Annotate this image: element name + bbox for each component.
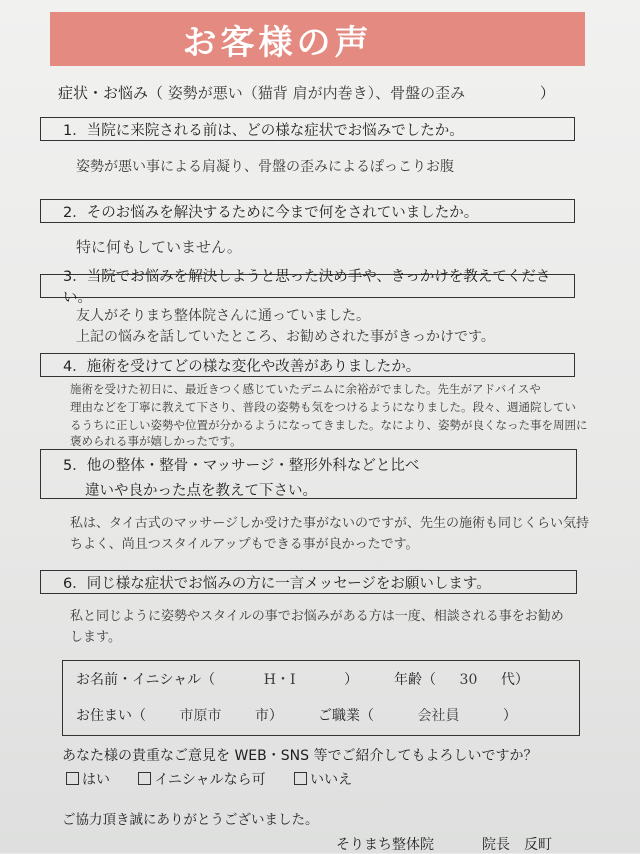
symptoms-value: 姿勢が悪い（猫背 肩が内巻き）、骨盤の歪み (167, 84, 466, 102)
address-value: 市原市 (179, 708, 222, 724)
consent-option-yes[interactable]: はい (66, 769, 110, 789)
answer-3-line-2: 上記の悩みを話していたところ、お勧めされた事がきっかけです。 (76, 329, 495, 345)
age-label: 年齢（ (394, 672, 436, 688)
answer-6-line-2: します。 (70, 630, 121, 645)
answer-4-line-3: るうちに正しい姿勢や位置が分かるようになってきました。なにより、姿勢が良くなった事を周囲に (70, 418, 588, 432)
checkbox-icon (138, 772, 151, 785)
symptoms-close: ） (539, 84, 555, 102)
question-2-text: 2．そのお悩みを解決するために今まで何をされていましたか。 (63, 204, 479, 221)
answer-2: 特に何もしていません。 (76, 238, 242, 256)
age-close: 代） (500, 672, 529, 688)
answer-4-line-4: 褒められる事が嬉しかったです。 (70, 434, 242, 448)
name-value: H・I (263, 672, 296, 688)
thanks-message: ご協力頂き誠にありがとうございました。 (62, 812, 319, 828)
page-title: お客様の声 (182, 22, 373, 63)
name-row (76, 669, 358, 689)
consent-option-no[interactable]: いいえ (294, 769, 352, 789)
answer-6-line-1: 私と同じように姿勢やスタイルの事でお悩みがある方は一度、相談される事をお勧め (70, 609, 564, 624)
director-name: 院長 反町 (482, 837, 552, 853)
question-6-box (40, 570, 577, 594)
answer-5-line-2: ちよく、尚且つスタイルアップもできる事が良かったです。 (70, 537, 419, 552)
name-label: お名前・イニシャル（ (76, 672, 216, 688)
age-row (394, 669, 529, 689)
answer-1: 姿勢が悪い事による肩凝り、骨盤の歪みによるぽっこりお腹 (76, 159, 454, 175)
question-1-text: 1．当院に来院される前は、どの様な症状でお悩みでしたか。 (63, 122, 464, 139)
question-5-box (40, 449, 577, 499)
checkbox-icon (66, 772, 79, 785)
job-label: ご職業（ (318, 708, 374, 724)
answer-5-line-1: 私は、タイ古式のマッサージしか受けた事がないのですが、先生の施術も同じくらい気持 (70, 516, 589, 531)
name-close: ） (344, 672, 359, 688)
job-value: 会社員 (417, 708, 460, 724)
question-5-text-line-2: 違いや良かった点を教えて下さい。 (85, 483, 317, 499)
address-close: 市） (254, 708, 283, 724)
question-2-box (40, 199, 575, 223)
consent-options (66, 769, 376, 789)
consent-question: あなた様の貴重なご意見を WEB・SNS 等でご紹介してもよろしいですか？ (62, 748, 538, 764)
answer-4-line-2: 理由などを丁寧に教えて下さり、普段の姿勢も気をつけるようになりました。段々、週通院してい (70, 400, 576, 414)
question-1-box (40, 117, 575, 141)
question-3-text: 3．当院でお悩みを解決しようと思った決め手や、きっかけを教えてください。 (63, 269, 551, 306)
address-label: お住まい（ (76, 708, 146, 724)
question-4-text: 4．施術を受けてどの様な変化や改善がありましたか。 (63, 358, 421, 375)
question-6-text: 6．同じ様な症状でお悩みの方に一言メッセージをお願いします。 (63, 575, 491, 592)
question-4-box (40, 353, 575, 377)
age-value: 30 (459, 672, 478, 688)
answer-3-line-1: 友人がそりまち整体院さんに通っていました。 (76, 308, 370, 324)
question-3-box (40, 269, 575, 306)
checkbox-icon (294, 772, 307, 785)
title-banner (50, 12, 585, 66)
question-5-text-line-1: 5．他の整体・整骨・マッサージ・整形外科などと比べ (63, 458, 420, 474)
answer-4-line-1: 施術を受けた初日に、最近きつく感じていたデニムに余裕がでました。先生がアドバイスや (70, 382, 541, 396)
consent-option-initials[interactable]: イニシャルなら可 (138, 769, 265, 789)
symptoms-row (58, 82, 555, 103)
address-row (76, 705, 283, 725)
job-row (318, 705, 517, 725)
clinic-name: そりまち整体院 (336, 837, 434, 853)
symptoms-label: 症状・お悩み（ (58, 84, 164, 102)
job-close: ） (502, 708, 517, 724)
